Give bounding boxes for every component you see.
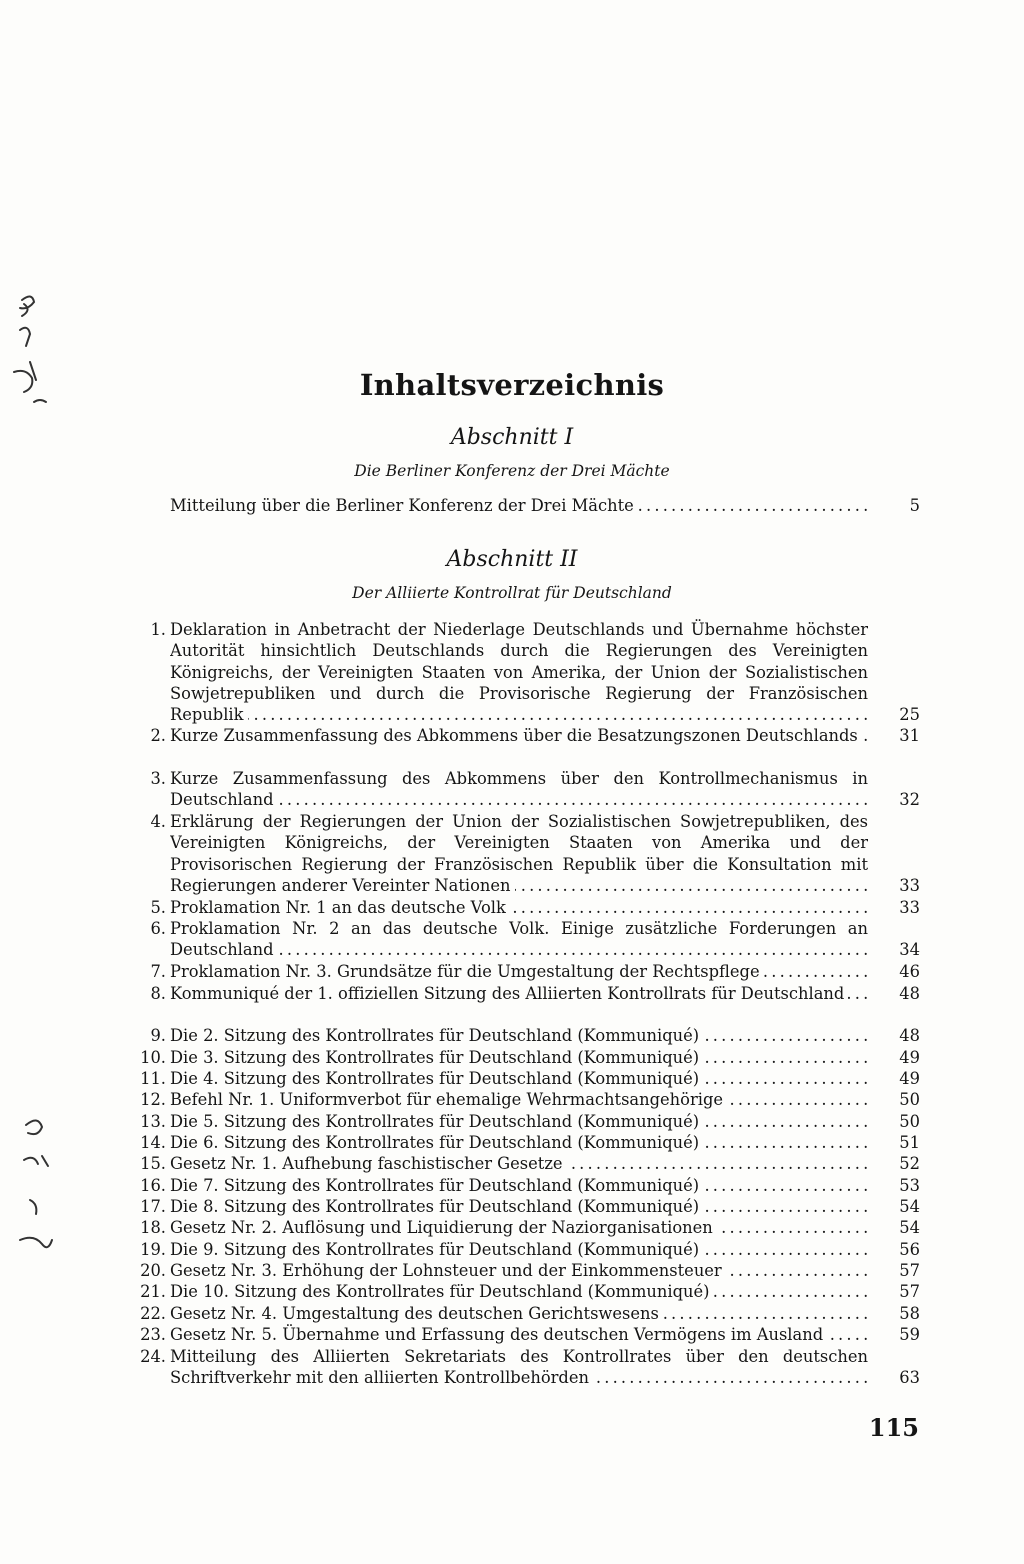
toc-entry bbox=[130, 1132, 920, 1153]
toc-entry-page: 50 bbox=[899, 1112, 920, 1131]
page-title: Inhaltsverzeichnis bbox=[359, 368, 665, 402]
toc-entry-page: 49 bbox=[899, 1048, 920, 1067]
toc-entry bbox=[130, 1281, 920, 1302]
toc-entry-text: Gesetz Nr. 5. Übernahme und Erfassung des deutschen Vermögens im Ausland bbox=[170, 1325, 827, 1344]
toc-entry-text: Befehl Nr. 1. Uniformverbot für ehemalige Wehrmachtsangehörige bbox=[170, 1090, 727, 1109]
toc-entry-page: 48 bbox=[899, 1026, 920, 1045]
toc-entry bbox=[130, 1303, 920, 1324]
toc-entry-page: 57 bbox=[899, 1282, 920, 1301]
toc-entry-page: 33 bbox=[899, 898, 920, 917]
toc-entry-number: 6. bbox=[150, 919, 166, 938]
toc-entry-number: 21. bbox=[140, 1282, 166, 1301]
toc-entry-page: 34 bbox=[899, 940, 920, 960]
toc-entry bbox=[130, 495, 920, 516]
toc-entry bbox=[130, 1217, 920, 1238]
section-2-heading: Abschnitt II bbox=[446, 547, 578, 572]
toc-entry-number: 4. bbox=[150, 812, 166, 831]
toc-entry-text: Erklärung der Regierungen der Union der Sozialistischen Sowjetrepubliken, des Vereinigten Königreichs, der Vereinigten Staaten von Amerika und der Provisorischen Regierung der Französischen Republik über die Konsultation mit Regierungen anderer Vereinter Nationen bbox=[170, 812, 868, 895]
toc-entry-text: Gesetz Nr. 3. Erhöhung der Lohnsteuer und der Einkommensteuer bbox=[170, 1261, 726, 1280]
toc-entry-text: Die 10. Sitzung des Kontrollrates für Deutschland (Kommuniqué) bbox=[170, 1282, 714, 1301]
section-2-subheading: Der Alliierte Kontrollrat für Deutschland bbox=[352, 584, 672, 602]
toc-entry-text: Deklaration in Anbetracht der Niederlage Deutschlands und Übernahme höchster Autorität hinsichtlich Deutschlands durch die Regierungen des Vereinigten Königreichs, der Vereinigten Staaten von Amerika, der Union der Sozialistischen Sowjetrepubliken und durch die Provisorische Regierung der Französischen Republik bbox=[170, 620, 868, 725]
toc-entry bbox=[130, 1089, 920, 1110]
toc-entry-text: Proklamation Nr. 3. Grundsätze für die Umgestaltung der Rechtspflege bbox=[170, 962, 764, 981]
toc-entry-page: 46 bbox=[899, 962, 920, 981]
toc-entry bbox=[130, 983, 920, 1004]
toc-entry-number: 5. bbox=[150, 898, 166, 917]
toc-entry-number: 2. bbox=[150, 726, 166, 745]
toc-entry-text: Gesetz Nr. 4. Umgestaltung des deutschen Gerichtswesens bbox=[170, 1304, 663, 1323]
toc-entry bbox=[130, 619, 920, 725]
toc-entry-number: 15. bbox=[140, 1154, 166, 1173]
toc-entry-number: 20. bbox=[140, 1261, 166, 1280]
toc-entry-text: Gesetz Nr. 2. Auflösung und Liquidierung der Naziorganisationen bbox=[170, 1218, 717, 1237]
toc-entry-page: 54 bbox=[899, 1197, 920, 1216]
toc-entry-number: 18. bbox=[140, 1218, 166, 1237]
toc-entry-page: 48 bbox=[899, 984, 920, 1003]
section-1-subheading: Die Berliner Konferenz der Drei Mächte bbox=[354, 462, 670, 480]
toc-entry-page: 25 bbox=[899, 705, 920, 725]
toc-entry-page: 63 bbox=[899, 1368, 920, 1388]
toc-entry-page: 51 bbox=[899, 1133, 920, 1152]
toc-entry bbox=[130, 1196, 920, 1217]
toc-entry-text: Gesetz Nr. 1. Aufhebung faschistischer Gesetze bbox=[170, 1154, 567, 1173]
toc-entry-text: Kurze Zusammenfassung des Abkommens über den Kontrollmechanismus in Deutschland bbox=[170, 769, 868, 810]
toc-entry-number: 24. bbox=[140, 1347, 166, 1366]
toc-entry-number: 19. bbox=[140, 1240, 166, 1259]
toc-entry-text: Die 6. Sitzung des Kontrollrates für Deutschland (Kommuniqué) bbox=[170, 1133, 703, 1152]
toc-entry bbox=[130, 1047, 920, 1068]
toc-entry-page: 49 bbox=[899, 1069, 920, 1088]
toc-entry-text: Die 3. Sitzung des Kontrollrates für Deutschland (Kommuniqué) bbox=[170, 1048, 703, 1067]
toc-entry-text: Kurze Zusammenfassung des Abkommens über die Besatzungszonen Deutschlands bbox=[170, 726, 862, 745]
toc-entry-text: Die 2. Sitzung des Kontrollrates für Deutschland (Kommuniqué) bbox=[170, 1026, 703, 1045]
toc-entry-text: Kommuniqué der 1. offiziellen Sitzung des Alliierten Kontrollrats für Deutschland bbox=[170, 984, 848, 1003]
toc-entry-page: 31 bbox=[899, 726, 920, 745]
toc-entry-text: Proklamation Nr. 1 an das deutsche Volk bbox=[170, 898, 510, 917]
toc-entry-number: 3. bbox=[150, 769, 166, 788]
toc-entry-page: 32 bbox=[899, 790, 920, 810]
toc-entry bbox=[130, 1153, 920, 1174]
toc-entry-number: 10. bbox=[140, 1048, 166, 1067]
toc-entry-text: Die 4. Sitzung des Kontrollrates für Deutschland (Kommuniqué) bbox=[170, 1069, 703, 1088]
toc-entry bbox=[130, 1346, 920, 1389]
toc-entry-page: 59 bbox=[899, 1325, 920, 1344]
toc-entry-number: 22. bbox=[140, 1304, 166, 1323]
toc-entry-text: Die 9. Sitzung des Kontrollrates für Deutschland (Kommuniqué) bbox=[170, 1240, 703, 1259]
toc-entry-number: 17. bbox=[140, 1197, 166, 1216]
toc-entry-text: Mitteilung des Alliierten Sekretariats des Kontrollrates über den deutschen Schriftverkehr mit den alliierten Kontrollbehörden bbox=[170, 1347, 868, 1388]
toc-entry-text: Mitteilung über die Berliner Konferenz der Drei Mächte bbox=[170, 496, 638, 515]
toc-entry-number: 8. bbox=[150, 984, 166, 1003]
toc-entry bbox=[130, 918, 920, 961]
section-1-heading: Abschnitt I bbox=[450, 425, 574, 450]
toc-entry bbox=[130, 961, 920, 982]
page-number: 115 bbox=[868, 1413, 919, 1442]
toc-entry bbox=[130, 811, 920, 896]
toc-entry bbox=[130, 725, 920, 746]
toc-entry bbox=[130, 1068, 920, 1089]
toc-entry-page: 53 bbox=[899, 1176, 920, 1195]
toc-entry-page: 33 bbox=[899, 875, 920, 895]
toc-entry-number: 16. bbox=[140, 1176, 166, 1195]
toc-entry-page: 5 bbox=[909, 496, 920, 515]
toc-entry-text: Die 7. Sitzung des Kontrollrates für Deutschland (Kommuniqué) bbox=[170, 1176, 703, 1195]
toc-entry bbox=[130, 1324, 920, 1345]
toc-entry bbox=[130, 1260, 920, 1281]
toc-entry bbox=[130, 1025, 920, 1046]
toc-entry-page: 50 bbox=[899, 1090, 920, 1109]
toc-entry-number: 7. bbox=[150, 962, 166, 981]
toc-entry-number: 13. bbox=[140, 1112, 166, 1131]
toc-entry-text: Die 8. Sitzung des Kontrollrates für Deutschland (Kommuniqué) bbox=[170, 1197, 703, 1216]
toc-entry-number: 11. bbox=[140, 1069, 166, 1088]
toc-entry-number: 1. bbox=[150, 620, 166, 639]
toc-entry-page: 54 bbox=[899, 1218, 920, 1237]
toc-entry-text: Proklamation Nr. 2 an das deutsche Volk. Einige zusätzliche Forderungen an Deutschland bbox=[170, 919, 868, 960]
toc-entry bbox=[130, 897, 920, 918]
toc-entry bbox=[130, 1111, 920, 1132]
toc-entry bbox=[130, 1239, 920, 1260]
toc-entry bbox=[130, 1175, 920, 1196]
toc-entry-number: 14. bbox=[140, 1133, 166, 1152]
margin-handwriting-marks bbox=[0, 0, 80, 1564]
toc-entry-page: 58 bbox=[899, 1304, 920, 1323]
toc-entry-text: Die 5. Sitzung des Kontrollrates für Deutschland (Kommuniqué) bbox=[170, 1112, 703, 1131]
toc-entry-page: 57 bbox=[899, 1261, 920, 1280]
toc-entry-number: 23. bbox=[140, 1325, 166, 1344]
toc-entry bbox=[130, 768, 920, 811]
toc-entry-page: 52 bbox=[899, 1154, 920, 1173]
toc-entry-page: 56 bbox=[899, 1240, 920, 1259]
toc-entry-number: 12. bbox=[140, 1090, 166, 1109]
toc-entry-number: 9. bbox=[150, 1026, 166, 1045]
